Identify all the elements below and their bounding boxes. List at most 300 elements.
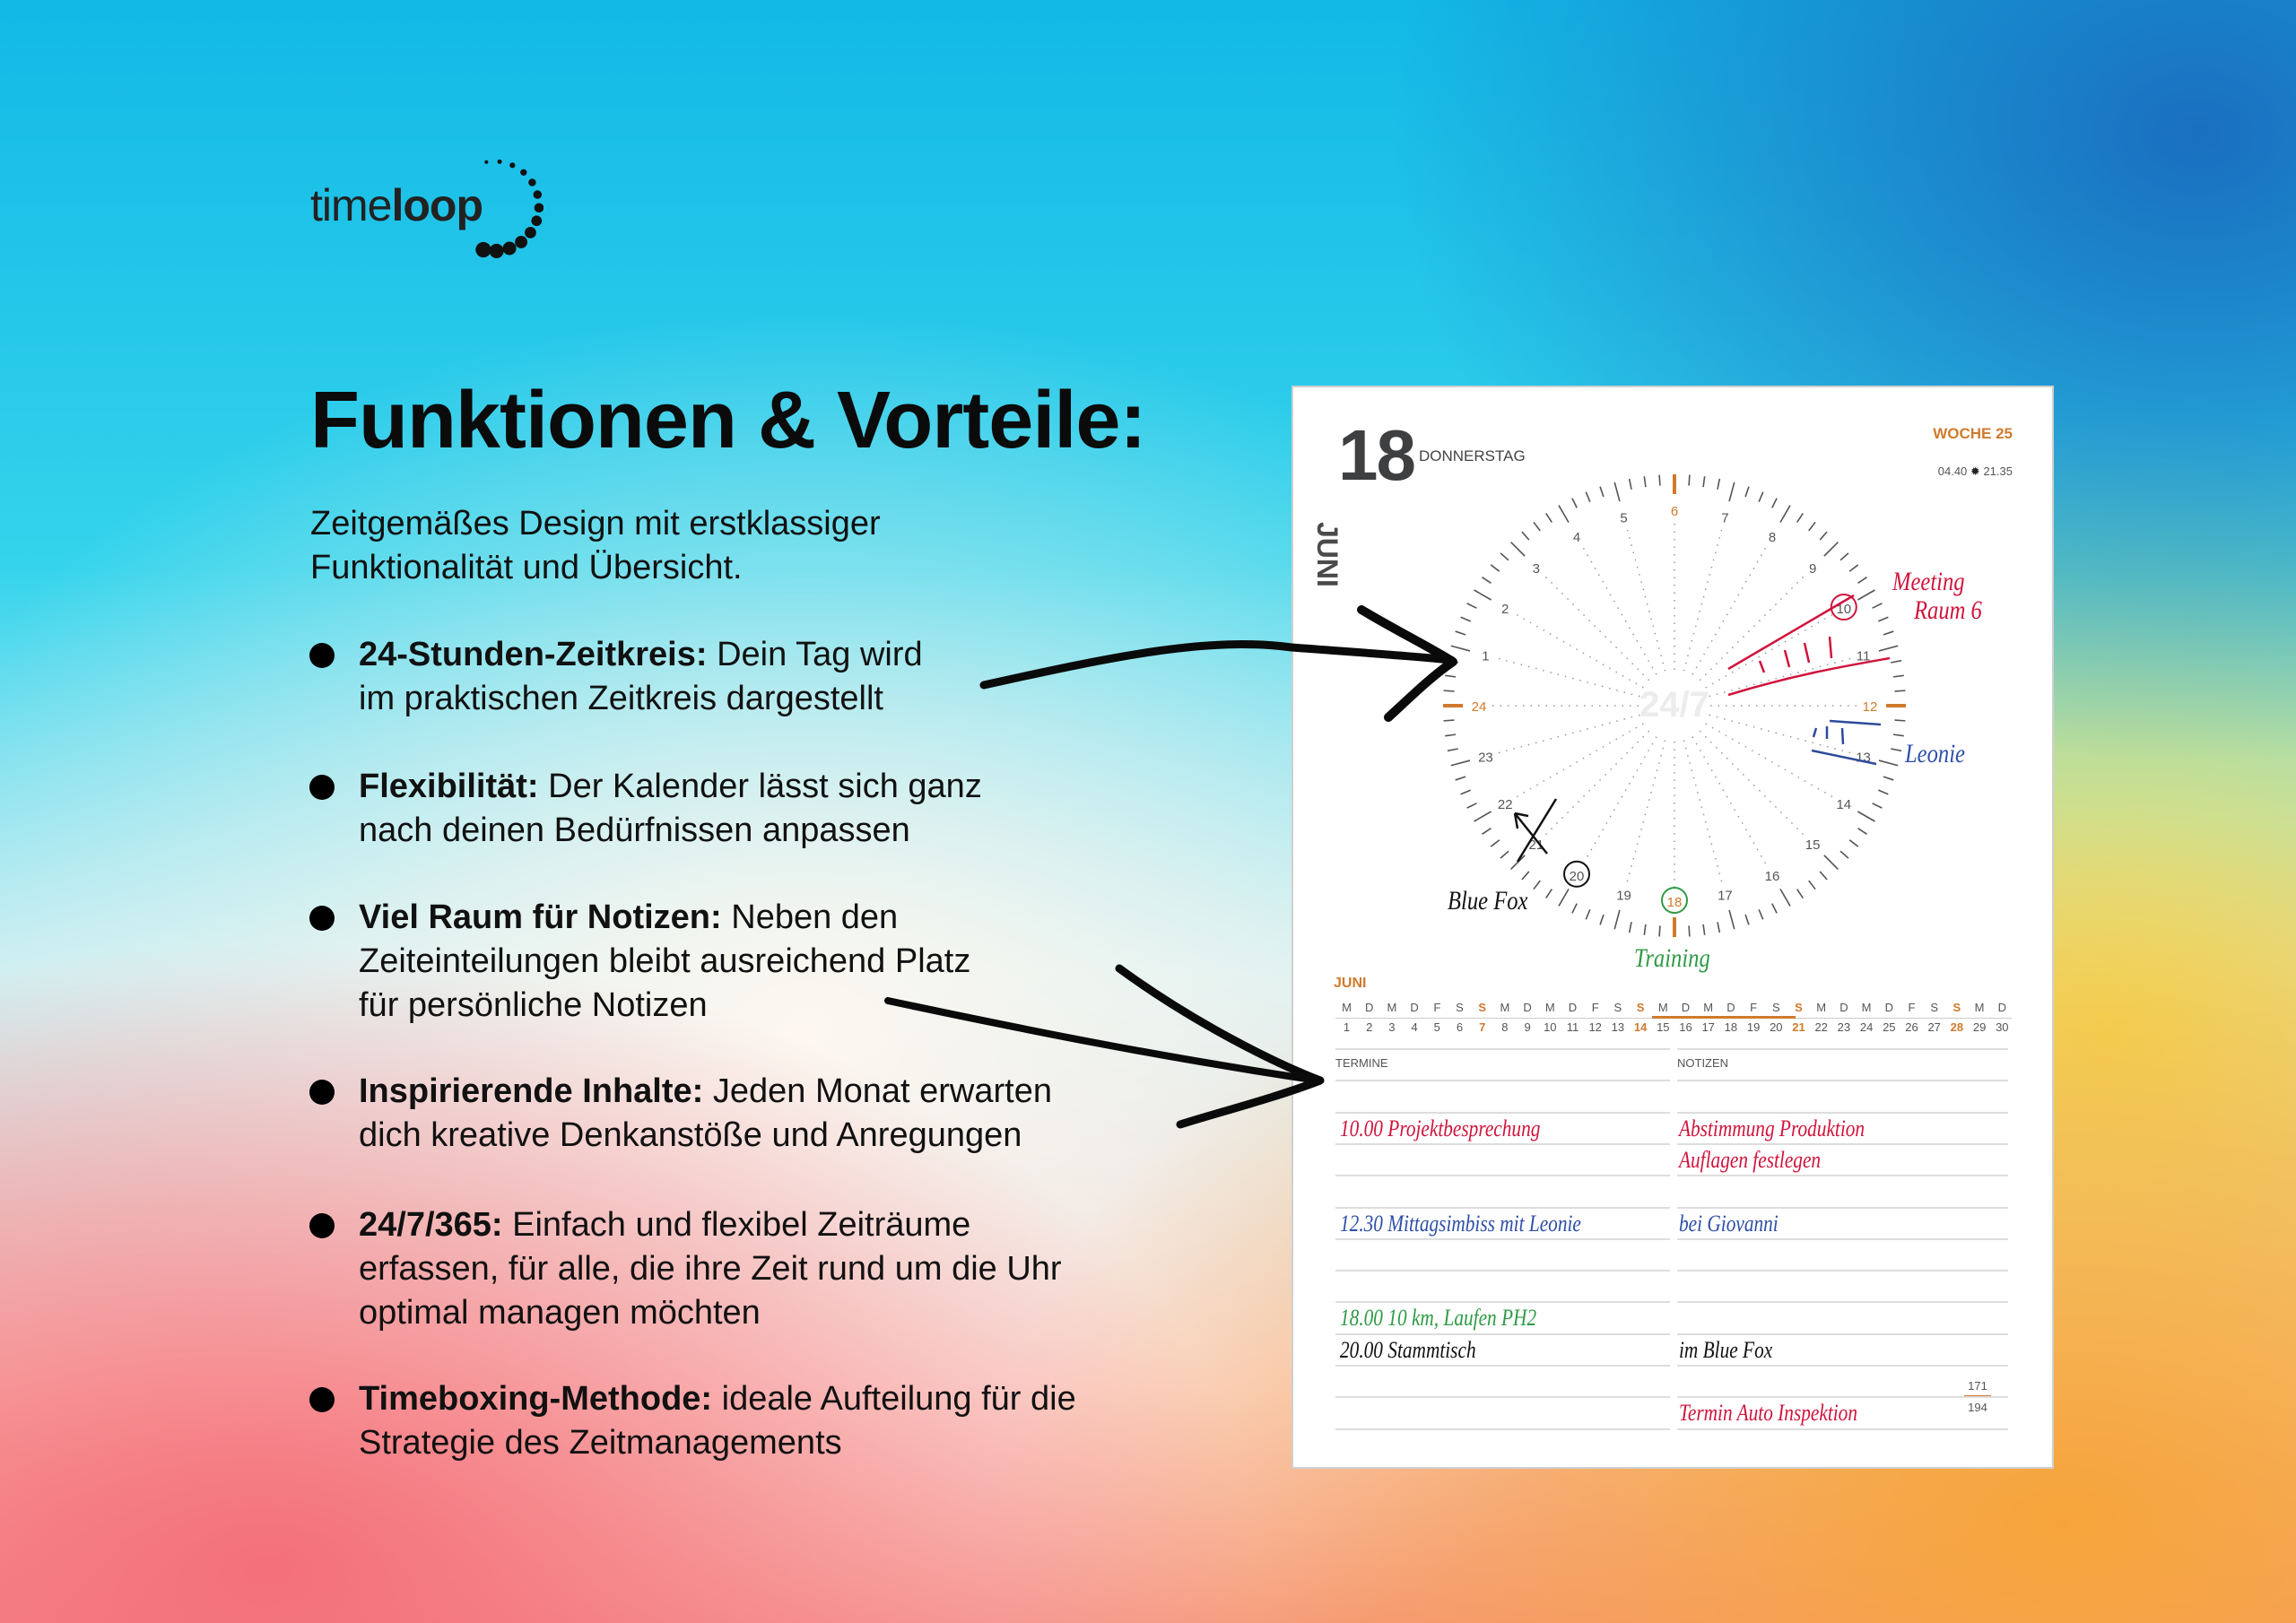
feature-item xyxy=(359,1203,1166,1335)
clock-hour-line xyxy=(1515,614,1643,689)
mini-day[interactable]: 22 xyxy=(1814,1020,1828,1034)
mini-day[interactable]: 24 xyxy=(1859,1020,1874,1034)
mini-weekday[interactable]: M xyxy=(1974,1001,1985,1014)
clock-tick xyxy=(1883,777,1893,780)
clock-tick xyxy=(1759,909,1763,919)
clock-tick xyxy=(1461,617,1471,621)
note-entry[interactable]: Termin Auto Inspektion xyxy=(1679,1400,1857,1427)
mini-weekday[interactable]: M xyxy=(1657,1001,1668,1014)
clock-tick xyxy=(1745,487,1749,497)
clock-tick xyxy=(1534,881,1540,890)
clock-tick xyxy=(1572,499,1577,508)
clock-tick xyxy=(1448,749,1458,751)
clock-tick xyxy=(1482,577,1491,584)
mini-weekday[interactable]: S xyxy=(1930,1001,1939,1014)
clock-tick xyxy=(1759,492,1763,502)
feature-item xyxy=(359,765,1166,853)
logo-dot xyxy=(475,242,491,257)
mini-day[interactable]: 18 xyxy=(1724,1020,1738,1034)
feature-title: 24/7/365: xyxy=(359,1206,503,1244)
clock-tick xyxy=(1857,590,1874,600)
logo-dot xyxy=(484,161,488,164)
clock-tick xyxy=(1586,492,1590,502)
mini-weekday[interactable]: M xyxy=(1342,1001,1352,1014)
clock-tick xyxy=(1689,475,1690,486)
termine-header: TERMINE xyxy=(1335,1056,1388,1070)
clock-hour-label: 2 xyxy=(1501,602,1509,617)
mini-calendar-month: JUNI xyxy=(1334,976,1367,991)
mini-day[interactable]: 19 xyxy=(1746,1020,1761,1034)
clock-tick xyxy=(1878,617,1888,621)
ruled-line xyxy=(1335,1238,1670,1240)
mini-day[interactable]: 21 xyxy=(1792,1020,1805,1034)
clock-tick xyxy=(1456,631,1465,635)
mini-day[interactable]: 17 xyxy=(1701,1020,1715,1034)
clock-tick xyxy=(1745,915,1749,924)
page-title: Funktionen & Vorteile: xyxy=(310,376,1146,465)
clock-hour-label: 19 xyxy=(1616,888,1631,904)
mini-weekday[interactable]: D xyxy=(1523,1001,1532,1014)
intro-line-2: Funktionalität und Übersicht. xyxy=(310,549,743,586)
appointment-entry[interactable]: 18.00 10 km, Laufen PH2 xyxy=(1340,1305,1537,1332)
feature-line-1 xyxy=(359,1377,1166,1421)
feature-line-1 xyxy=(359,1203,1166,1247)
clock-hour-label: 18 xyxy=(1666,895,1683,910)
clock-tick xyxy=(1467,803,1477,808)
mini-weekday[interactable]: M xyxy=(1500,1001,1510,1014)
clock-hour-line xyxy=(1627,741,1665,883)
clock-tick xyxy=(1511,542,1526,557)
mini-weekday[interactable]: F xyxy=(1433,1001,1441,1014)
ruled-line xyxy=(1335,1365,1670,1367)
mini-day[interactable]: 9 xyxy=(1524,1020,1531,1034)
feature-item xyxy=(359,633,1166,721)
mini-weekday[interactable]: D xyxy=(1884,1001,1893,1014)
clock-tick xyxy=(1644,476,1646,487)
feature-text: Der Kalender lässt sich ganz xyxy=(538,768,982,805)
feature-text: Einfach und flexibel Zeiträume xyxy=(502,1206,971,1244)
clock-tick xyxy=(1893,734,1904,736)
mini-weekday[interactable]: F xyxy=(1591,1001,1599,1014)
clock-tick xyxy=(1600,487,1604,497)
annotation-meeting: Meeting xyxy=(1892,567,1965,596)
clock-tick xyxy=(1879,646,1898,651)
clock-tick xyxy=(1780,506,1790,523)
annotation-room: Raum 6 xyxy=(1914,595,1982,625)
clock-tick xyxy=(1878,790,1888,794)
ruled-line xyxy=(1677,1301,2008,1303)
clock-tick xyxy=(1729,910,1735,929)
feature-item xyxy=(359,1377,1166,1465)
clock-tick xyxy=(1500,553,1509,560)
bullet-icon xyxy=(309,775,335,800)
logo-dot xyxy=(534,190,543,199)
clock-tick xyxy=(1824,855,1839,870)
ruled-line xyxy=(1677,1048,2008,1050)
ruled-line xyxy=(1677,1270,2008,1271)
days-remaining: 194 xyxy=(1968,1401,1987,1414)
appointment-entry[interactable]: 10.00 Projektbesprechung xyxy=(1340,1115,1541,1141)
feature-line-2: nach deinen Bedürfnissen anpassen xyxy=(359,812,910,849)
logo-dot xyxy=(535,203,544,213)
mini-day[interactable]: 15 xyxy=(1657,1020,1670,1034)
mini-day[interactable]: 7 xyxy=(1479,1020,1486,1034)
ruled-line xyxy=(1335,1301,1670,1303)
clock-tick xyxy=(1644,924,1646,935)
clock-hour-label: 6 xyxy=(1670,504,1679,519)
clock-tick xyxy=(1522,532,1529,540)
intro-line-1: Zeitgemäßes Design mit erstklassiger xyxy=(310,505,881,542)
mini-day[interactable]: 29 xyxy=(1972,1020,1987,1034)
logo-dot xyxy=(520,169,526,176)
intro-text xyxy=(310,502,1118,590)
logo-time: time xyxy=(310,180,392,230)
timeloop-logo xyxy=(310,143,544,269)
clock-tick xyxy=(1873,603,1883,608)
clock-hour-label: 10 xyxy=(1836,602,1852,617)
weekday: DONNERSTAG xyxy=(1419,447,1526,464)
annotation-bluefox: Blue Fox xyxy=(1448,886,1528,916)
mini-weekday[interactable]: D xyxy=(1681,1001,1691,1014)
clock-tick xyxy=(1491,840,1500,846)
sun-icon: ✹ xyxy=(1970,464,1980,478)
clock-tick xyxy=(1659,925,1660,936)
mini-weekday[interactable]: S xyxy=(1613,1001,1622,1014)
clock-hour-label: 1 xyxy=(1482,648,1490,664)
clock-tick xyxy=(1600,915,1604,924)
feature-title: Inspirierende Inhalte: xyxy=(359,1072,704,1110)
mini-weekday[interactable]: D xyxy=(1839,1001,1848,1014)
day-of-year: 171 xyxy=(1968,1379,1987,1393)
clock-tick xyxy=(1820,872,1827,880)
ruled-line xyxy=(1335,1270,1670,1271)
clock-hour-label: 7 xyxy=(1721,510,1729,526)
clock-tick xyxy=(1857,812,1874,821)
clock-hour-label: 9 xyxy=(1808,560,1817,577)
mini-day[interactable]: 1 xyxy=(1343,1020,1351,1034)
ruled-line xyxy=(1677,1080,2008,1081)
mini-weekday[interactable]: M xyxy=(1544,1001,1555,1014)
ruled-line xyxy=(1335,1207,1670,1209)
annotation-training: Training xyxy=(1634,943,1710,973)
clock-hour-line xyxy=(1700,731,1805,836)
ruled-line xyxy=(1677,1238,2008,1240)
feature-line-1 xyxy=(359,896,1166,940)
mini-day[interactable]: 4 xyxy=(1411,1020,1418,1034)
note-entry[interactable]: im Blue Fox xyxy=(1679,1336,1773,1363)
mini-weekday[interactable]: D xyxy=(1410,1001,1419,1014)
appointment-entry[interactable]: 20.00 Stammtisch xyxy=(1340,1336,1476,1363)
clock-tick xyxy=(1474,590,1492,600)
clock-tick xyxy=(1546,890,1552,898)
clock-tick xyxy=(1873,803,1883,808)
mini-weekday[interactable]: D xyxy=(1364,1001,1374,1014)
clock-tick xyxy=(1614,482,1620,501)
clock-tick xyxy=(1630,479,1631,490)
note-entry[interactable]: Abstimmung Produktion xyxy=(1679,1115,1866,1141)
logo-dot xyxy=(509,162,515,168)
feature-item xyxy=(359,896,1166,1028)
clock-tick xyxy=(1849,565,1858,571)
clock-hour-line xyxy=(1706,614,1834,689)
notizen-header: NOTIZEN xyxy=(1677,1056,1729,1070)
clock-tick xyxy=(1893,675,1904,677)
clock-tick xyxy=(1718,479,1719,490)
clock-hour-line xyxy=(1709,658,1852,697)
clock-tick xyxy=(1444,690,1455,691)
note-entry[interactable]: bei Giovanni xyxy=(1679,1210,1779,1237)
mini-day[interactable]: 2 xyxy=(1366,1020,1373,1034)
clock-hour-label: 3 xyxy=(1532,560,1541,577)
clock-tick xyxy=(1797,890,1804,898)
clock-tick xyxy=(1894,690,1905,691)
clock-tick xyxy=(1546,513,1552,522)
mini-day[interactable]: 11 xyxy=(1566,1020,1579,1034)
clock-tick xyxy=(1703,476,1705,487)
mini-day[interactable]: 12 xyxy=(1588,1020,1602,1034)
bullet-icon xyxy=(309,1213,335,1238)
clock-tick xyxy=(1572,904,1577,914)
ruled-line xyxy=(1677,1396,2008,1398)
clock-tick xyxy=(1451,646,1470,651)
mini-day[interactable]: 28 xyxy=(1950,1020,1964,1034)
clock-tick xyxy=(1729,482,1735,501)
ruled-line xyxy=(1335,1333,1670,1335)
clock-tick xyxy=(1448,661,1458,663)
clock-hour-label: 21 xyxy=(1528,838,1544,854)
sunset-time: 21.35 xyxy=(1983,464,2013,478)
bullet-icon xyxy=(309,906,335,931)
clock-hour-line xyxy=(1583,737,1657,865)
clock-tick xyxy=(1630,922,1631,933)
clock-hour-label: 20 xyxy=(1569,868,1585,884)
clock-tick xyxy=(1461,790,1471,794)
clock-hour-line xyxy=(1497,658,1639,697)
clock-tick xyxy=(1444,720,1455,721)
clock-hour-label: 4 xyxy=(1572,530,1581,546)
logo-dot xyxy=(528,178,535,186)
clock-tick xyxy=(1849,840,1858,846)
mini-day[interactable]: 25 xyxy=(1883,1020,1896,1034)
clock-hour-label: 16 xyxy=(1764,868,1780,884)
mini-weekday[interactable]: S xyxy=(1456,1001,1464,1014)
clock-tick xyxy=(1559,889,1569,906)
mini-day[interactable]: 16 xyxy=(1679,1020,1692,1034)
clock-hour-label: 13 xyxy=(1856,750,1871,766)
clock-hour-label: 12 xyxy=(1862,699,1878,715)
ruled-line xyxy=(1677,1207,2008,1209)
mini-weekday[interactable]: S xyxy=(1795,1001,1803,1014)
ruled-line xyxy=(1335,1428,1670,1430)
ruled-line xyxy=(1677,1112,2008,1114)
clock-tick xyxy=(1780,889,1790,906)
clock-hour-label: 23 xyxy=(1478,750,1493,766)
mini-day[interactable]: 3 xyxy=(1388,1020,1396,1034)
annotation-leonie: Leonie xyxy=(1905,739,1965,768)
mini-weekday[interactable]: D xyxy=(1568,1001,1578,1014)
ruled-line xyxy=(1677,1365,2008,1367)
clock-hour-line xyxy=(1515,724,1643,798)
clock-hour-label: 14 xyxy=(1836,797,1852,812)
ruled-line xyxy=(1335,1143,1670,1145)
logo-dot xyxy=(490,244,504,258)
feature-line-2: dich kreative Denkanstöße und Anregungen xyxy=(359,1116,1022,1154)
clock-tick xyxy=(1772,904,1777,914)
feature-text: Jeden Monat erwarten xyxy=(703,1072,1052,1110)
ruled-line xyxy=(1335,1396,1670,1398)
clock-hour-line xyxy=(1627,528,1665,671)
feature-line-2: erfassen, für alle, die ihre Zeit rund um die Uhr xyxy=(359,1250,1062,1288)
clock-tick xyxy=(1891,661,1901,663)
clock-tick xyxy=(1858,829,1867,835)
clock-tick xyxy=(1534,522,1540,531)
mini-weekday[interactable]: S xyxy=(1952,1001,1961,1014)
clock-tick xyxy=(1718,922,1719,933)
clock-tick xyxy=(1659,475,1660,486)
ruled-line xyxy=(1677,1428,2008,1430)
feature-line-3: für persönliche Notizen xyxy=(359,986,708,1024)
clock-tick xyxy=(1586,909,1590,919)
clock-tick xyxy=(1511,855,1526,870)
clock-tick xyxy=(1451,760,1470,766)
mini-day[interactable]: 5 xyxy=(1433,1020,1440,1034)
mini-weekday[interactable]: S xyxy=(1636,1001,1645,1014)
logo-dot xyxy=(503,241,517,255)
clock-tick xyxy=(1559,506,1569,523)
clock-tick xyxy=(1840,851,1848,858)
clock-tick xyxy=(1703,924,1705,935)
clock-tick xyxy=(1445,675,1456,677)
mini-weekday[interactable]: D xyxy=(1997,1001,2006,1014)
bullet-icon xyxy=(309,1387,335,1412)
clock-hour-line xyxy=(1583,546,1657,674)
mini-day[interactable]: 14 xyxy=(1633,1020,1648,1034)
clock-center-logo: 24/7 xyxy=(1639,685,1709,725)
clock-tick xyxy=(1500,851,1509,858)
clock-hour-label: 8 xyxy=(1768,530,1777,546)
ruled-line xyxy=(1335,1048,1670,1050)
planner-page xyxy=(1292,386,2054,1469)
bullet-icon xyxy=(309,1080,335,1105)
feature-title: Viel Raum für Notizen: xyxy=(359,898,722,936)
ruled-line xyxy=(1677,1143,2008,1145)
meeting-marker-icon xyxy=(1728,595,1890,695)
mini-weekday[interactable]: S xyxy=(1478,1001,1487,1014)
clock-tick xyxy=(1456,777,1465,780)
feature-title: 24-Stunden-Zeitkreis: xyxy=(359,636,708,673)
clock-tick xyxy=(1522,872,1529,880)
mini-day[interactable]: 30 xyxy=(1996,1020,2009,1034)
ruled-line xyxy=(1335,1175,1670,1176)
feature-line-2: Zeiteinteilungen bleibt ausreichend Platz xyxy=(359,942,971,980)
mini-weekday[interactable]: M xyxy=(1387,1001,1397,1014)
mini-weekday[interactable]: D xyxy=(1726,1001,1735,1014)
24h-clock xyxy=(1293,387,2056,1015)
clock-hour-label: 24 xyxy=(1471,699,1487,715)
clock-tick xyxy=(1772,499,1777,508)
logo-dot xyxy=(525,227,536,239)
clock-hour-line xyxy=(1544,576,1649,681)
clock-tick xyxy=(1689,925,1690,936)
ruled-line xyxy=(1677,1175,2008,1176)
mini-day[interactable]: 27 xyxy=(1927,1020,1941,1034)
mini-weekday[interactable]: M xyxy=(1703,1001,1714,1014)
logo-dot xyxy=(498,160,502,164)
mini-weekday[interactable]: S xyxy=(1771,1001,1780,1014)
clock-hour-line xyxy=(1544,731,1649,836)
mini-weekday[interactable]: F xyxy=(1750,1001,1758,1014)
feature-text: Neben den xyxy=(721,898,899,936)
feature-line-2: Strategie des Zeitmanagements xyxy=(359,1424,842,1462)
clock-hour-line xyxy=(1683,528,1722,671)
mini-day[interactable]: 6 xyxy=(1456,1020,1464,1034)
clock-tick xyxy=(1820,532,1827,540)
clock-hour-label: 15 xyxy=(1805,838,1821,854)
clock-tick xyxy=(1894,720,1905,721)
mini-day[interactable]: 26 xyxy=(1905,1020,1918,1034)
note-entry[interactable]: Auflagen festlegen xyxy=(1679,1146,1822,1173)
clock-hour-label: 17 xyxy=(1718,888,1733,904)
mini-day[interactable]: 8 xyxy=(1501,1020,1509,1034)
feature-line-1 xyxy=(359,1070,1166,1114)
sunrise-time: 04.40 xyxy=(1937,464,1968,478)
feature-line-3: optimal managen möchten xyxy=(359,1294,761,1332)
mini-day[interactable]: 10 xyxy=(1544,1020,1557,1034)
clock-tick xyxy=(1482,829,1491,835)
clock-tick xyxy=(1809,881,1815,890)
clock-tick xyxy=(1879,760,1898,766)
clock-tick xyxy=(1474,812,1492,821)
feature-title: Timeboxing-Methode: xyxy=(359,1380,713,1418)
clock-hour-label: 22 xyxy=(1497,797,1513,812)
mini-weekday[interactable]: M xyxy=(1861,1001,1872,1014)
month-vertical: JUNI xyxy=(1311,522,1344,587)
current-week-highlight xyxy=(1652,1016,1796,1019)
feature-item xyxy=(359,1070,1166,1158)
clock-hour-line xyxy=(1692,546,1767,674)
clock-tick xyxy=(1858,577,1867,584)
mini-weekday[interactable]: M xyxy=(1816,1001,1827,1014)
clock-tick xyxy=(1824,542,1839,557)
feature-text: ideale Aufteilung für die xyxy=(712,1380,1076,1418)
mini-day[interactable]: 20 xyxy=(1770,1020,1783,1034)
clock-tick xyxy=(1467,603,1477,608)
feature-title: Flexibilität: xyxy=(359,768,539,805)
feature-line-2: im praktischen Zeitkreis dargestellt xyxy=(359,680,883,717)
week-number: WOCHE 25 xyxy=(1933,425,2013,442)
logo-loop: loop xyxy=(391,180,483,230)
feature-line-1 xyxy=(359,765,1166,809)
clock-tick xyxy=(1891,749,1901,751)
logo-dots-icon xyxy=(310,143,544,269)
mini-day[interactable]: 23 xyxy=(1837,1020,1851,1034)
clock-tick xyxy=(1840,553,1848,560)
ruled-line xyxy=(1335,1112,1670,1114)
ruled-line xyxy=(1335,1080,1670,1081)
feature-text: Dein Tag wird xyxy=(707,636,923,673)
clock-hour-line xyxy=(1692,737,1767,865)
clock-hour-label: 11 xyxy=(1856,648,1871,664)
ruled-line xyxy=(1677,1333,2008,1335)
mini-day[interactable]: 13 xyxy=(1611,1020,1625,1034)
appointment-entry[interactable]: 12.30 Mittagsimbiss mit Leonie xyxy=(1340,1210,1581,1237)
bullet-icon xyxy=(309,643,335,668)
clock-hour-line xyxy=(1497,715,1639,753)
clock-tick xyxy=(1491,565,1500,571)
clock-tick xyxy=(1614,910,1620,929)
feature-line-1 xyxy=(359,633,1166,677)
mini-weekday[interactable]: F xyxy=(1908,1001,1916,1014)
